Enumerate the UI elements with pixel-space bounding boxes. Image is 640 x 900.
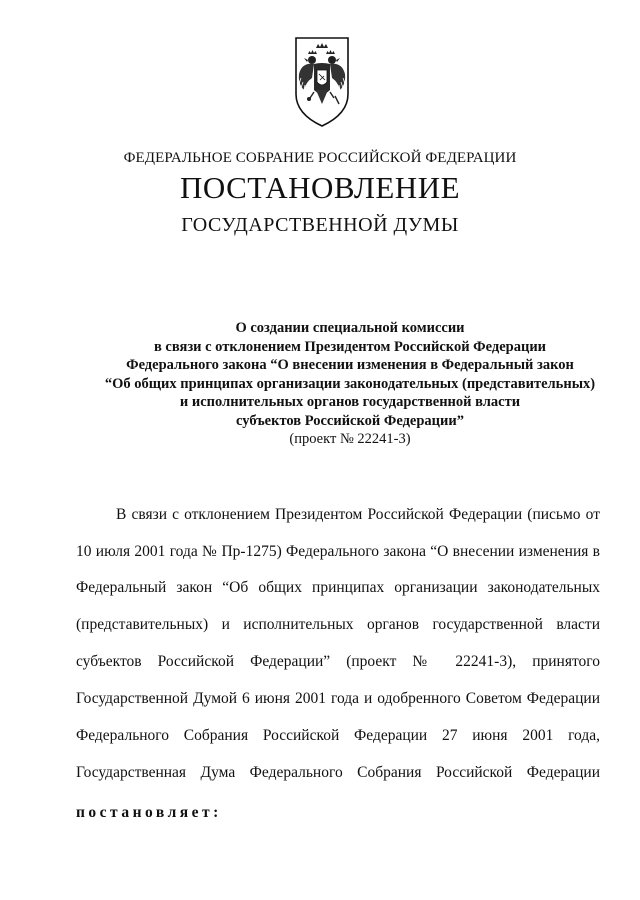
document-type-title: ПОСТАНОВЛЕНИЕ bbox=[179, 170, 461, 205]
project-number: (проект № 22241-3) bbox=[289, 431, 411, 447]
subject-line: и исполнительных органов государственной власти bbox=[179, 394, 521, 410]
body-line: Государственной Думой 6 июня 2001 года и одобренного Советом Федерации bbox=[76, 690, 600, 707]
body-line: Федерального Собрания Российской Федерации 27 июня 2001 года, bbox=[76, 727, 600, 744]
body-line: Федеральный закон “Об общих принципах организации законодательных bbox=[76, 579, 600, 596]
organization-name: ФЕДЕРАЛЬНОЕ СОБРАНИЕ РОССИЙСКОЙ ФЕДЕРАЦИИ bbox=[123, 150, 517, 166]
body-line: Государственная Дума Федерального Собрания Российской Федерации bbox=[76, 764, 600, 781]
body-line: 10 июля 2001 года № Пр-1275) Федерального закона “О внесении изменения в bbox=[76, 543, 600, 560]
resolves-keyword: постановляет: bbox=[76, 804, 222, 821]
document-subtype-title: ГОСУДАРСТВЕННОЙ ДУМЫ bbox=[181, 214, 459, 236]
subject-line: Федерального закона “О внесении изменения в Федеральный закон bbox=[126, 357, 574, 373]
subject-line: “Об общих принципах организации законодательных (представительных) bbox=[104, 375, 596, 392]
subject-line: в связи с отклонением Президентом Российской Федерации bbox=[153, 338, 547, 355]
body-line: В связи с отклонением Президентом Российской Федерации (письмо от bbox=[116, 506, 600, 523]
subject-line: субъектов Российской Федерации” bbox=[236, 412, 464, 429]
subject-line: О создании специальной комиссии bbox=[235, 320, 465, 336]
body-line: субъектов Российской Федерации” (проект № 22241-3), принятого bbox=[76, 653, 600, 670]
body-line: (представительных) и исполнительных органов государственной власти bbox=[76, 616, 600, 633]
